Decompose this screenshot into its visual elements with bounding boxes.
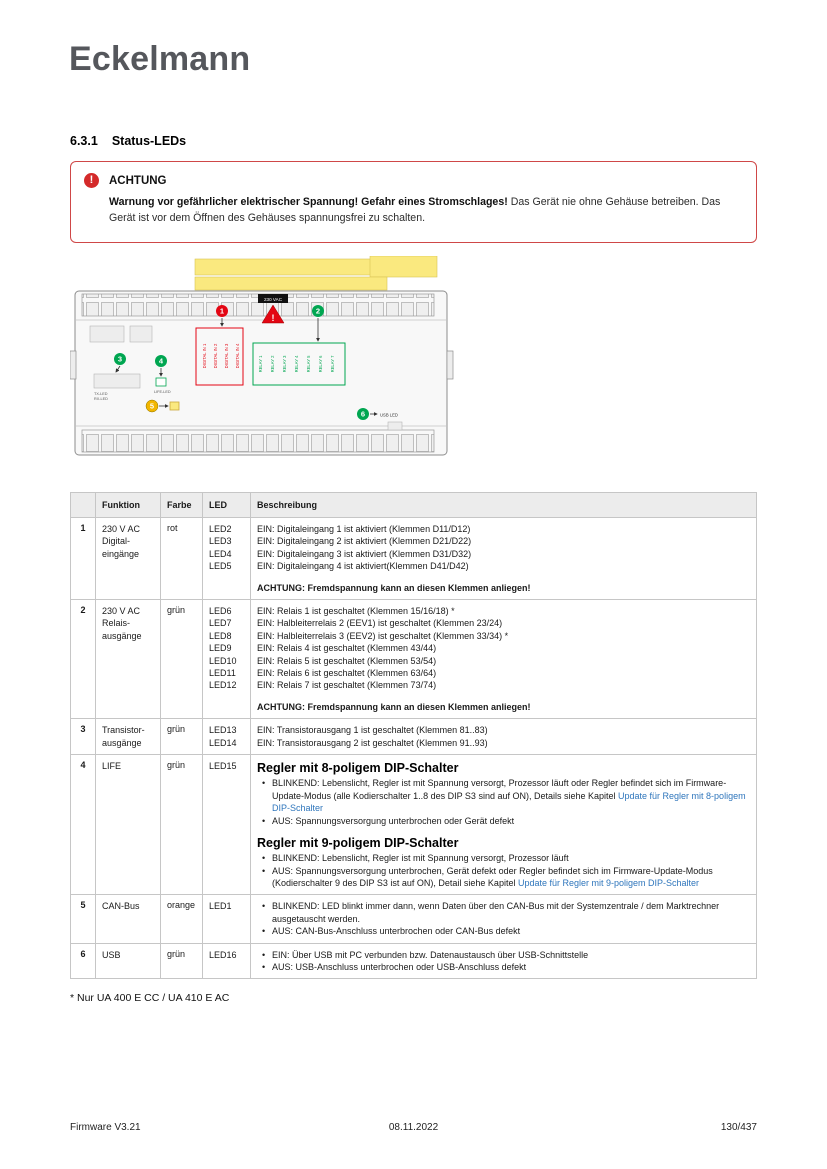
funktion-line: 230 V AC — [102, 606, 141, 617]
warning-exclamation-icon: ! — [84, 173, 99, 188]
description-line — [262, 865, 750, 890]
callout-2 — [312, 305, 324, 317]
row-number: 2 — [71, 600, 96, 719]
callout-5-number: 5 — [149, 401, 155, 411]
relay-label: RELAY 5 — [306, 355, 311, 373]
relay-label: RELAY 7 — [330, 355, 335, 373]
text-part: BLINKEND: Lebenslicht, Regler ist mit Spannung versorgt, Prozessor läuft — [272, 853, 569, 864]
row-beschreibung — [251, 895, 757, 943]
bullet-icon: • — [262, 815, 266, 826]
callout-1-number: 1 — [219, 306, 225, 316]
mount-tab-right — [447, 351, 453, 379]
row-farbe: orange — [161, 895, 203, 943]
funktion-line: CAN-Bus — [102, 901, 140, 912]
callout-4-number: 4 — [158, 356, 164, 366]
life-led — [156, 378, 166, 386]
relay-label: RELAY 6 — [318, 355, 323, 373]
text-part: BLINKEND: Lebenslicht, Regler ist mit Spannung versorgt, Prozessor läuft oder Regler befindet sich im Firmware-Update-Modus (alle Kodierschalter 1..8 des DIP S3 sind auf ON), Details siehe Kapitel — [272, 778, 727, 801]
bullet-text — [272, 925, 520, 937]
row-number: 5 — [71, 895, 96, 943]
warning-header — [84, 173, 756, 188]
bullet-icon: • — [262, 949, 266, 960]
bullet-text — [272, 961, 526, 973]
row-led — [203, 518, 251, 600]
warning-text — [109, 195, 738, 227]
table-header-row — [71, 493, 757, 518]
device-diagram — [70, 256, 454, 473]
description-line: Regler mit 9-poligem DIP-Schalter — [257, 835, 459, 850]
description-line: EIN: Halbleiterrelais 3 (EEV2) ist geschaltet (Klemmen 33/34) * — [257, 630, 509, 641]
row-beschreibung — [251, 943, 757, 979]
description-line: EIN: Digitaleingang 1 ist aktiviert (Klemmen D11/D12) — [257, 524, 471, 534]
row-funktion — [96, 600, 161, 719]
bullet-icon: • — [262, 865, 266, 876]
description-line: EIN: Digitaleingang 2 ist aktiviert (Klemmen D21/D22) — [257, 536, 472, 547]
relay-label: RELAY 4 — [294, 355, 299, 373]
usb-port — [388, 422, 402, 430]
row-beschreibung — [251, 518, 757, 600]
table-section — [70, 492, 757, 1004]
row-number: 1 — [71, 518, 96, 600]
row-beschreibung — [251, 719, 757, 755]
led-name: LED16 — [209, 949, 237, 960]
text-part: BLINKEND: LED blinkt immer dann, wenn Daten über den CAN-Bus mit der Systemzentrale / dem Marktrechner ausgetauscht werden. — [272, 901, 720, 924]
row-funktion — [96, 518, 161, 600]
callout-6 — [357, 408, 369, 420]
row-led — [203, 943, 251, 979]
callout-2-number: 2 — [315, 306, 321, 316]
text-part: AUS: Spannungsversorgung unterbrochen oder Gerät defekt — [272, 815, 515, 826]
description-line — [262, 900, 750, 925]
row-led — [203, 895, 251, 943]
led-name: LED13 — [209, 725, 237, 736]
led-name: LED9 — [209, 643, 232, 654]
company-logo: Eckelmann — [69, 40, 251, 78]
led-name: LED1 — [209, 901, 232, 912]
page-footer — [70, 1122, 757, 1133]
footnote: * Nur UA 400 E CC / UA 410 E AC — [70, 992, 230, 1005]
header-funktion: Funktion — [96, 493, 161, 518]
led-name: LED7 — [209, 618, 232, 629]
led-name: LED15 — [209, 761, 237, 772]
relay-label: RELAY 2 — [270, 355, 275, 373]
digital-in-label: DIGITAL IN 2 — [213, 343, 218, 369]
tx-led-label: TX-LED — [94, 392, 108, 396]
led-name: LED6 — [209, 606, 232, 617]
voltage-label: 230 VAC — [263, 297, 283, 302]
row-funktion — [96, 943, 161, 979]
callout-3 — [114, 353, 126, 365]
callout-3-number: 3 — [117, 354, 123, 364]
description-line — [262, 777, 750, 814]
can-led — [170, 402, 179, 410]
led-name: LED3 — [209, 536, 232, 547]
funktion-line: 230 V AC — [102, 524, 141, 534]
bullet-text — [272, 815, 514, 827]
table-row — [71, 518, 757, 600]
bullet-icon: • — [262, 853, 266, 864]
row-farbe: grün — [161, 719, 203, 755]
table-row — [71, 895, 757, 943]
bullet-text — [272, 865, 750, 890]
description-line: EIN: Relais 1 ist geschaltet (Klemmen 15/16/18) * — [257, 606, 455, 617]
description-line: EIN: Relais 4 ist geschaltet (Klemmen 43/44) — [257, 643, 437, 654]
header-led: LED — [203, 493, 251, 518]
description-line: EIN: Transistorausgang 1 ist geschaltet (Klemmen 81..83) — [257, 725, 488, 736]
bullet-icon: • — [262, 926, 266, 937]
led-name: LED8 — [209, 630, 232, 641]
row-farbe: rot — [161, 518, 203, 600]
component-block-2 — [130, 326, 152, 342]
row-beschreibung — [251, 755, 757, 895]
bullet-text — [272, 852, 569, 864]
relay-label: RELAY 3 — [282, 355, 287, 373]
callout-6-number: 6 — [360, 409, 366, 419]
table-row — [71, 943, 757, 979]
row-led — [203, 600, 251, 719]
table-row — [71, 755, 757, 895]
status-led-table — [70, 492, 757, 979]
relay-label: RELAY 1 — [258, 355, 263, 373]
header-farbe: Farbe — [161, 493, 203, 518]
warning-text-bold: Warnung vor gefährlicher elektrischer Spannung! Gefahr eines Stromschlages! — [109, 196, 508, 208]
header-beschreibung: Beschreibung — [251, 493, 757, 518]
row-number: 3 — [71, 719, 96, 755]
footer-page-number: 130/437 — [720, 1122, 757, 1133]
funktion-line: Digital- — [102, 536, 131, 547]
funktion-line: LIFE — [102, 761, 122, 772]
description-line: EIN: Relais 7 ist geschaltet (Klemmen 73/74) — [257, 680, 437, 691]
description-line — [262, 961, 750, 973]
chapter-link[interactable]: Update für Regler mit 8-poligem DIP-Schalter — [272, 790, 746, 814]
description-line — [262, 925, 750, 937]
section-number: 6.3.1 — [70, 134, 98, 148]
funktion-line: Relais- — [102, 618, 131, 629]
led-block — [94, 374, 140, 388]
usb-led-label: USB LED — [380, 412, 398, 418]
footer-date: 08.11.2022 — [388, 1122, 439, 1133]
triangle-exclamation-icon: ! — [271, 313, 275, 323]
funktion-line: ausgänge — [102, 737, 142, 748]
callout-5 — [146, 400, 158, 412]
chapter-link[interactable]: Update für Regler mit 9-poligem DIP-Schalter — [517, 878, 700, 889]
text-part: AUS: CAN-Bus-Anschluss unterbrochen oder CAN-Bus defekt — [272, 926, 521, 937]
bullet-icon: • — [262, 778, 266, 789]
table-row — [71, 600, 757, 719]
bullet-text — [272, 949, 588, 961]
led-name: LED5 — [209, 561, 232, 572]
device-drawing — [70, 256, 454, 468]
terminal-highlight-second — [195, 277, 387, 290]
section-title: Status-LEDs — [111, 134, 187, 148]
led-name: LED2 — [209, 524, 232, 534]
description-line: EIN: Relais 5 ist geschaltet (Klemmen 53/54) — [257, 655, 437, 666]
section-heading — [70, 134, 186, 148]
description-line: EIN: Digitaleingang 3 ist aktiviert (Klemmen D31/D32) — [257, 548, 472, 559]
bullet-text — [272, 777, 750, 814]
description-line: EIN: Digitaleingang 4 ist aktiviert(Klemmen D41/D42) — [257, 561, 469, 572]
description-line: EIN: Halbleiterrelais 2 (EEV1) ist geschaltet (Klemmen 23/24) — [257, 618, 503, 629]
terminal-strip-bottom — [82, 430, 434, 452]
mount-tab-left — [70, 351, 76, 379]
row-funktion — [96, 755, 161, 895]
row-farbe: grün — [161, 943, 203, 979]
component-block-1 — [90, 326, 124, 342]
text-part: EIN: Über USB mit PC verbunden bzw. Datenaustausch über USB-Schnittstelle — [272, 949, 589, 960]
warning-text-rest: Das Gerät nie ohne Gehäuse betreiben. Das Gerät ist vor dem Öffnen des Gehäuses spannungsfrei zu schalten. — [109, 196, 721, 224]
warning-title: ACHTUNG — [109, 174, 167, 187]
led-name: LED12 — [209, 680, 237, 691]
row-funktion — [96, 895, 161, 943]
funktion-line: eingänge — [102, 548, 140, 559]
led-name: LED11 — [209, 668, 236, 679]
led-name: LED4 — [209, 548, 232, 559]
row-beschreibung — [251, 600, 757, 719]
bullet-text — [272, 900, 750, 925]
text-part: AUS: USB-Anschluss unterbrochen oder USB-Anschluss defekt — [272, 962, 527, 973]
bullet-icon: • — [262, 901, 266, 912]
life-led-label: LIFE-LED — [154, 390, 171, 394]
callout-1 — [216, 305, 228, 317]
row-led — [203, 755, 251, 895]
text-part: AUS: Spannungsversorgung unterbrochen, Gerät defekt oder Regler befindet sich im Firmware-Update-Modus (Kodierschalter 9 des DIP S3 ist auf ON), Detail siehe Kapitel — [272, 865, 713, 889]
terminal-highlight-right — [370, 256, 437, 277]
header-number — [71, 493, 96, 518]
description-line — [262, 852, 750, 864]
row-farbe: grün — [161, 600, 203, 719]
description-line: Regler mit 8-poligem DIP-Schalter — [257, 761, 459, 776]
row-funktion — [96, 719, 161, 755]
footer-firmware-version: Firmware V3.21 — [70, 1122, 141, 1133]
funktion-line: Transistor- — [102, 725, 145, 736]
rx-led-label: RX-LED — [94, 397, 108, 401]
description-line: ACHTUNG: Fremdspannung kann an diesen Klemmen anliegen! — [257, 701, 531, 712]
row-farbe: grün — [161, 755, 203, 895]
description-line — [262, 815, 750, 827]
description-line: EIN: Transistorausgang 2 ist geschaltet (Klemmen 91..93) — [257, 737, 488, 748]
description-line — [262, 949, 750, 961]
digital-in-label: DIGITAL IN 1 — [202, 343, 207, 369]
warning-box — [70, 161, 757, 243]
table-row — [71, 719, 757, 755]
row-led — [203, 719, 251, 755]
row-number: 6 — [71, 943, 96, 979]
funktion-line: USB — [102, 949, 121, 960]
digital-in-label: DIGITAL IN 3 — [224, 343, 229, 369]
callout-4 — [155, 355, 167, 367]
digital-in-label: DIGITAL IN 4 — [235, 343, 240, 369]
description-line: ACHTUNG: Fremdspannung kann an diesen Klemmen anliegen! — [257, 582, 531, 593]
row-number: 4 — [71, 755, 96, 895]
led-name: LED10 — [209, 655, 237, 666]
bullet-icon: • — [262, 962, 266, 973]
funktion-line: ausgänge — [102, 630, 142, 641]
led-name: LED14 — [209, 737, 237, 748]
description-line: EIN: Relais 6 ist geschaltet (Klemmen 63/64) — [257, 668, 437, 679]
